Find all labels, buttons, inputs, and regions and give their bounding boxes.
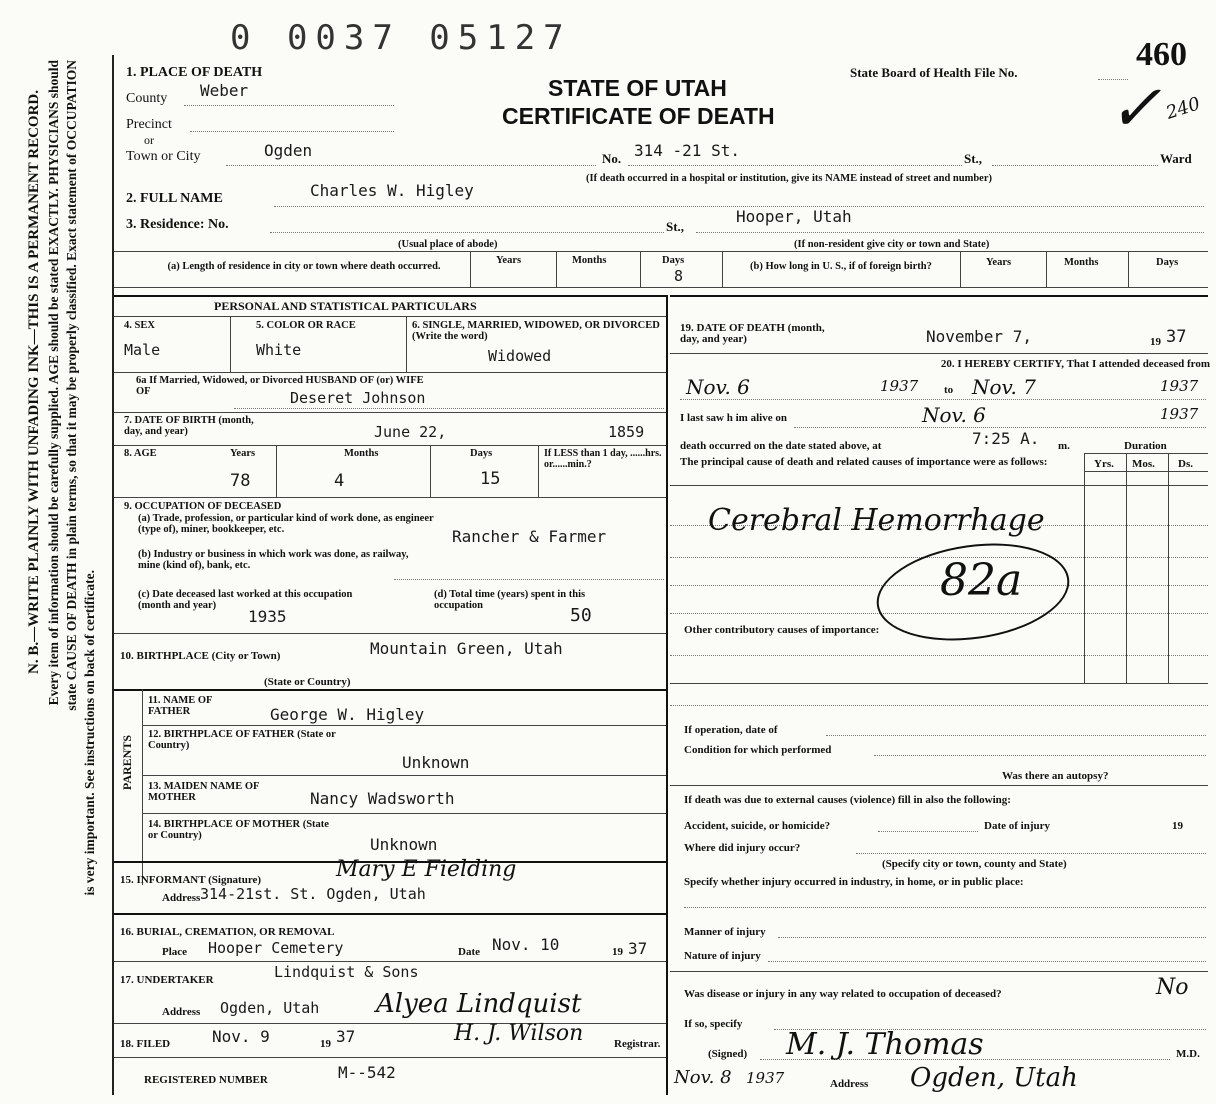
injury-date-label: Date of injury bbox=[984, 820, 1050, 832]
age-years-value: 78 bbox=[230, 471, 251, 491]
informant-label: 15. INFORMANT (Signature) bbox=[120, 874, 262, 886]
father-label: 11. NAME OF FATHER bbox=[148, 695, 213, 717]
form-body bbox=[112, 55, 1210, 1095]
informant-signature: Mary E Fielding bbox=[336, 857, 517, 882]
specify-city-label: (Specify city or town, county and State) bbox=[882, 858, 1067, 870]
mother-value: Nancy Wadsworth bbox=[310, 789, 455, 808]
signed-year: 1937 bbox=[746, 1069, 785, 1087]
undertaker-address: Ogden, Utah bbox=[220, 999, 320, 1017]
burial-year: 37 bbox=[628, 939, 648, 958]
certificate-title: CERTIFICATE OF DEATH bbox=[502, 103, 775, 129]
duration-ds-label: Ds. bbox=[1178, 458, 1193, 470]
operation-label: If operation, date of bbox=[684, 724, 778, 736]
dob-label: 7. DATE OF BIRTH (month, day, and year) bbox=[124, 415, 254, 437]
last-saw-year: 1937 bbox=[1160, 405, 1199, 423]
occurred-label: death occurred on the date stated above, at bbox=[680, 440, 882, 452]
sidebar-line-1: N. B.—WRITE PLAINLY WITH UNFADING INK—THIS IS A PERMANENT RECORD. bbox=[26, 90, 42, 674]
cause-label: The principal cause of death and related causes of importance were as follows: bbox=[680, 456, 1048, 468]
m-label: m. bbox=[1058, 440, 1070, 452]
registered-number-label: REGISTERED NUMBER bbox=[144, 1074, 268, 1086]
registrar-signature: H. J. Wilson bbox=[454, 1021, 584, 1046]
undertaker-name: Lindquist & Sons bbox=[274, 963, 419, 981]
informant-address-label: Address bbox=[162, 892, 201, 904]
last-saw-label: I last saw h im alive on bbox=[680, 412, 787, 424]
town-value: Ogden bbox=[264, 141, 313, 160]
street-address: 314 -21 St. bbox=[634, 141, 740, 160]
registrar-label: Registrar. bbox=[614, 1038, 661, 1050]
sex-value: Male bbox=[124, 341, 161, 359]
attended-to-label: to bbox=[944, 384, 954, 396]
birthplace-state-label: (State or Country) bbox=[264, 676, 351, 688]
residence-value: Hooper, Utah bbox=[736, 207, 852, 226]
related-value: No bbox=[1156, 975, 1189, 1000]
parents-side-label: PARENTS bbox=[120, 735, 134, 791]
ward-label: Ward bbox=[1160, 151, 1192, 166]
res-months-label: Months bbox=[572, 255, 607, 266]
checkmark-icon: ✓ bbox=[1108, 72, 1162, 146]
dob-value: June 22, bbox=[374, 423, 447, 441]
injury-year-prefix: 19 bbox=[1172, 820, 1183, 832]
accident-label: Accident, suicide, or homicide? bbox=[684, 820, 831, 832]
birthplace-label: 10. BIRTHPLACE (City or Town) bbox=[120, 650, 281, 662]
residence-length-b-label: (b) How long in U. S., if of foreign birth? bbox=[750, 261, 932, 272]
county-value: Weber bbox=[200, 81, 249, 100]
attended-from: Nov. 6 bbox=[686, 375, 750, 399]
cause-of-death: Cerebral Hemorrhage bbox=[708, 503, 1045, 538]
marital-value: Widowed bbox=[488, 347, 552, 365]
full-name-value: Charles W. Higley bbox=[310, 181, 474, 200]
residence-length-a-label: (a) Length of residence in city or town where death occurred. bbox=[167, 261, 441, 272]
undertaker-address-label: Address bbox=[162, 1006, 201, 1018]
town-label: Town or City bbox=[126, 149, 201, 164]
condition-label: Condition for which performed bbox=[684, 744, 832, 756]
age-months-label: Months bbox=[344, 448, 379, 459]
informant-address: 314-21st. St. Ogden, Utah bbox=[200, 885, 426, 903]
age-days-value: 15 bbox=[480, 469, 501, 489]
margin-note: 240 bbox=[1163, 93, 1203, 124]
res-b-days-label: Days bbox=[1156, 257, 1179, 268]
duration-label: Duration bbox=[1124, 440, 1167, 452]
state-title: STATE OF UTAH bbox=[548, 75, 727, 101]
mother-birthplace-value: Unknown bbox=[370, 835, 438, 854]
sidebar-line-3: state CAUSE OF DEATH in plain terms, so that it may be properly classified. Exact statement of OCCUPATION bbox=[64, 60, 79, 711]
nonresident-note: (If non-resident give city or town and State) bbox=[794, 239, 990, 250]
filed-year-prefix: 19 bbox=[320, 1038, 331, 1050]
occupation-label: 9. OCCUPATION OF DECEASED bbox=[124, 501, 282, 512]
spouse-value: Deseret Johnson bbox=[290, 389, 426, 407]
nature-label: Nature of injury bbox=[684, 950, 761, 962]
marital-label: 6. SINGLE, MARRIED, WIDOWED, OR DIVORCED (Write the word) bbox=[412, 320, 660, 342]
burial-label: 16. BURIAL, CREMATION, OR REMOVAL bbox=[120, 926, 335, 938]
street-no-label: No. bbox=[602, 151, 622, 166]
filed-year: 37 bbox=[336, 1027, 356, 1046]
burial-date-label: Date bbox=[458, 946, 480, 958]
res-years-label: Years bbox=[496, 255, 522, 266]
signed-date: Nov. 8 bbox=[674, 1067, 732, 1088]
dob-year: 1859 bbox=[608, 423, 645, 441]
md-label: M.D. bbox=[1176, 1048, 1200, 1060]
burial-place-label: Place bbox=[162, 946, 188, 958]
occupation-c-label: (c) Date deceased last worked at this occupation (month and year) bbox=[138, 589, 353, 611]
last-saw-value: Nov. 6 bbox=[922, 403, 986, 427]
sidebar-line-2: Every item of information should be carefully supplied. AGE should be stated EXACTLY. PHYSICIANS should bbox=[46, 60, 61, 706]
res-days-label: Days bbox=[662, 255, 685, 266]
burial-date: Nov. 10 bbox=[492, 935, 560, 954]
full-name-label: 2. FULL NAME bbox=[126, 191, 223, 206]
father-birthplace-value: Unknown bbox=[402, 753, 470, 772]
res-b-months-label: Months bbox=[1064, 257, 1099, 268]
res-b-years-label: Years bbox=[986, 257, 1012, 268]
attended-to: Nov. 7 bbox=[972, 375, 1036, 399]
father-value: George W. Higley bbox=[270, 705, 425, 724]
undertaker-label: 17. UNDERTAKER bbox=[120, 974, 214, 986]
mother-birthplace-label: 14. BIRTHPLACE OF MOTHER (State or Country) bbox=[148, 819, 329, 841]
specify-industry-label: Specify whether injury occurred in industry, in home, or in public place: bbox=[684, 876, 1024, 888]
residence-label: 3. Residence: No. bbox=[126, 217, 229, 232]
hospital-note: (If death occurred in a hospital or institution, give its NAME instead of street and number) bbox=[586, 173, 993, 184]
place-of-death-label: 1. PLACE OF DEATH bbox=[126, 65, 263, 80]
if-so-label: If so, specify bbox=[684, 1018, 743, 1030]
external-causes-label: If death was due to external causes (violence) fill in also the following: bbox=[684, 794, 1011, 806]
county-label: County bbox=[126, 91, 168, 106]
occupation-b-label: (b) Industry or business in which work was done, as railway, mine (kind of), bank, etc. bbox=[138, 549, 409, 571]
occupation-d-label: (d) Total time (years) spent in this occupation bbox=[434, 589, 586, 611]
age-years-label: Years bbox=[230, 448, 256, 459]
mother-label: 13. MAIDEN NAME OF MOTHER bbox=[148, 781, 260, 803]
burial-place: Hooper Cemetery bbox=[208, 939, 344, 957]
street-st-label: St., bbox=[964, 151, 983, 166]
sex-label: 4. SEX bbox=[124, 320, 155, 331]
instructions-sidebar bbox=[4, 30, 104, 1100]
filed-date: Nov. 9 bbox=[212, 1027, 270, 1046]
personal-section-title: PERSONAL AND STATISTICAL PARTICULARS bbox=[214, 299, 477, 313]
physician-address: Ogden, Utah bbox=[910, 1063, 1078, 1093]
undertaker-signature: Alyea Lindquist bbox=[376, 989, 582, 1019]
residence-st-label: St., bbox=[666, 219, 685, 234]
file-number: 460 bbox=[1136, 36, 1187, 73]
spouse-label: 6a If Married, Widowed, or Divorced HUSBAND OF (or) WIFE OF bbox=[136, 375, 424, 397]
age-months-value: 4 bbox=[334, 471, 345, 491]
physician-address-label: Address bbox=[830, 1078, 869, 1090]
autopsy-label: Was there an autopsy? bbox=[1002, 770, 1109, 782]
total-time-value: 50 bbox=[570, 605, 592, 626]
last-worked-value: 1935 bbox=[248, 607, 287, 626]
sidebar-line-4: is very important. See instructions on back of certificate. bbox=[82, 570, 97, 896]
burial-year-prefix: 19 bbox=[612, 946, 623, 958]
usual-abode-note: (Usual place of abode) bbox=[398, 239, 498, 250]
death-year-prefix: 19 bbox=[1150, 336, 1161, 348]
father-birthplace-label: 12. BIRTHPLACE OF FATHER (State or Country) bbox=[148, 729, 336, 751]
duration-mos-label: Mos. bbox=[1132, 458, 1155, 470]
registered-number: M--542 bbox=[338, 1063, 396, 1082]
duration-yrs-label: Yrs. bbox=[1094, 458, 1114, 470]
other-causes-label: Other contributory causes of importance: bbox=[684, 624, 880, 636]
occupation-value: Rancher & Farmer bbox=[452, 527, 607, 546]
birthplace-value: Mountain Green, Utah bbox=[370, 639, 563, 658]
color-value: White bbox=[256, 341, 302, 359]
serial-number: 0 0037 05127 bbox=[230, 18, 572, 58]
attended-to-year: 1937 bbox=[1160, 377, 1199, 395]
color-label: 5. COLOR OR RACE bbox=[256, 320, 356, 331]
related-label: Was disease or injury in any way related to occupation of deceased? bbox=[684, 988, 1002, 1000]
where-injury-label: Where did injury occur? bbox=[684, 842, 801, 854]
board-file-label: State Board of Health File No. bbox=[850, 65, 1018, 80]
or-label: or bbox=[144, 133, 154, 147]
date-of-death-label: 19. DATE OF DEATH (month, day, and year) bbox=[680, 322, 825, 345]
precinct-label: Precinct bbox=[126, 117, 172, 132]
death-year: 37 bbox=[1166, 327, 1187, 347]
attended-from-year: 1937 bbox=[880, 377, 919, 395]
manner-label: Manner of injury bbox=[684, 926, 766, 938]
date-of-death-value: November 7, bbox=[926, 327, 1032, 346]
occupation-a-label: (a) Trade, profession, or particular kind of work done, as engineer (type of), miner, bookkeeper, etc. bbox=[138, 513, 434, 535]
age-label: 8. AGE bbox=[124, 448, 157, 459]
res-days-value: 8 bbox=[674, 267, 684, 285]
death-time: 7:25 A. bbox=[972, 429, 1040, 448]
age-days-label: Days bbox=[470, 448, 493, 459]
physician-signature: M. J. Thomas bbox=[786, 1027, 984, 1062]
certify-label: 20. I HEREBY CERTIFY, That I attended deceased from bbox=[940, 358, 1210, 370]
filed-label: 18. FILED bbox=[120, 1038, 171, 1050]
signed-label: (Signed) bbox=[708, 1048, 748, 1060]
cause-code: 82a bbox=[940, 555, 1023, 606]
if-less-label: If LESS than 1 day, ......hrs. or......min.? bbox=[544, 448, 662, 470]
